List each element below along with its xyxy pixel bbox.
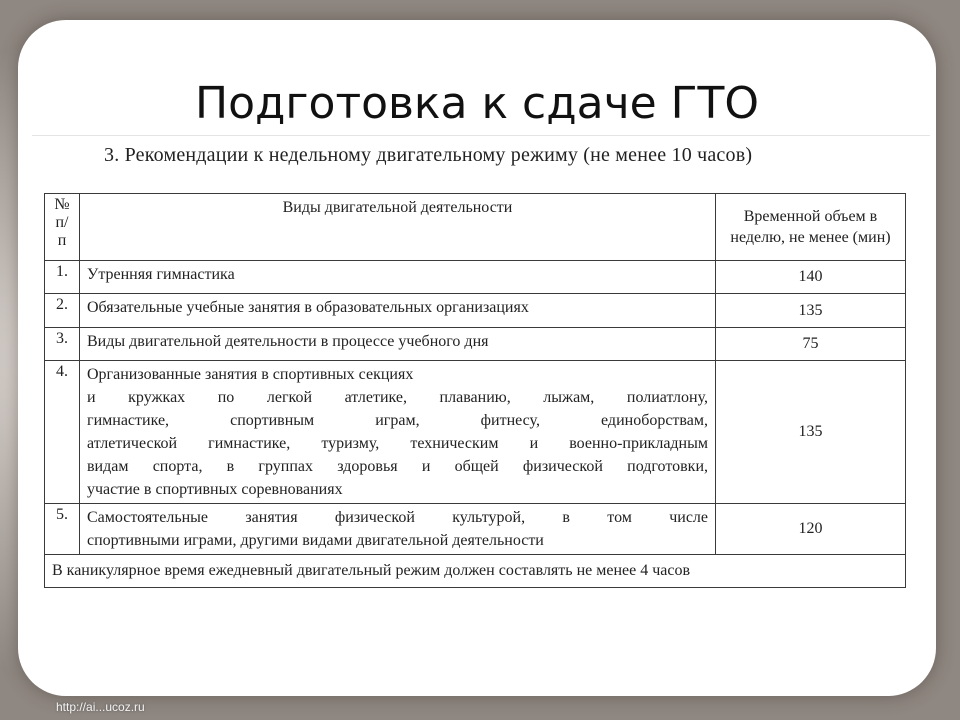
row-minutes: 135 <box>716 361 906 504</box>
table-row <box>45 261 906 294</box>
activity-table <box>44 193 906 588</box>
row-kind <box>80 361 716 504</box>
source-watermark: http://ai...ucoz.ru <box>56 700 145 714</box>
row-kind <box>80 261 716 294</box>
row-kind-line: Обязательные учебные занятия в образовательных организациях <box>87 299 529 316</box>
row-kind-line: атлетической гимнастике, туризму, техническим и военно-прикладным <box>87 435 708 452</box>
row-minutes: 135 <box>716 294 906 328</box>
row-kind <box>80 328 716 361</box>
header-kind: Виды двигательной деятельности <box>80 194 716 261</box>
header-minutes: Временной объем в неделю, не менее (мин) <box>716 194 906 261</box>
row-num: 1. <box>45 261 80 294</box>
row-minutes: 75 <box>716 328 906 361</box>
document-scan <box>32 135 930 631</box>
row-kind-line: Организованные занятия в спортивных секциях <box>87 366 414 383</box>
table-row <box>45 361 906 504</box>
table-footer-note: В каникулярное время ежедневный двигательный режим должен составлять не менее 4 часов <box>45 555 906 588</box>
row-num: 2. <box>45 294 80 328</box>
table-footer-row <box>45 555 906 588</box>
row-kind <box>80 504 716 555</box>
row-kind-line: участие в спортивных соревнованиях <box>87 481 343 498</box>
row-kind-line: спортивными играми, другими видами двигательной деятельности <box>87 532 544 549</box>
row-kind-line: и кружках по легкой атлетике, плаванию, лыжам, полиатлону, <box>87 389 708 406</box>
row-num: 4. <box>45 361 80 504</box>
row-kind-line: гимнастике, спортивным играм, фитнесу, единоборствам, <box>87 412 708 429</box>
row-kind-line: Самостоятельные занятия физической культурой, в том числе <box>87 509 708 526</box>
header-num: № п/п <box>45 194 80 261</box>
row-minutes: 140 <box>716 261 906 294</box>
document-subtitle: 3. Рекомендации к недельному двигательному режиму (не менее 10 часов) <box>104 144 753 166</box>
row-minutes: 120 <box>716 504 906 555</box>
row-kind <box>80 294 716 328</box>
row-kind-line: Утренняя гимнастика <box>87 266 235 283</box>
row-num: 5. <box>45 504 80 555</box>
slide-title: Подготовка к сдаче ГТО <box>194 78 759 129</box>
row-kind-line: Виды двигательной деятельности в процессе учебного дня <box>87 333 489 350</box>
row-num: 3. <box>45 328 80 361</box>
table-row <box>45 504 906 555</box>
table-header-row <box>45 194 906 261</box>
table-row <box>45 294 906 328</box>
table-row <box>45 328 906 361</box>
row-kind-line: видам спорта, в группах здоровья и общей физической подготовки, <box>87 458 708 475</box>
